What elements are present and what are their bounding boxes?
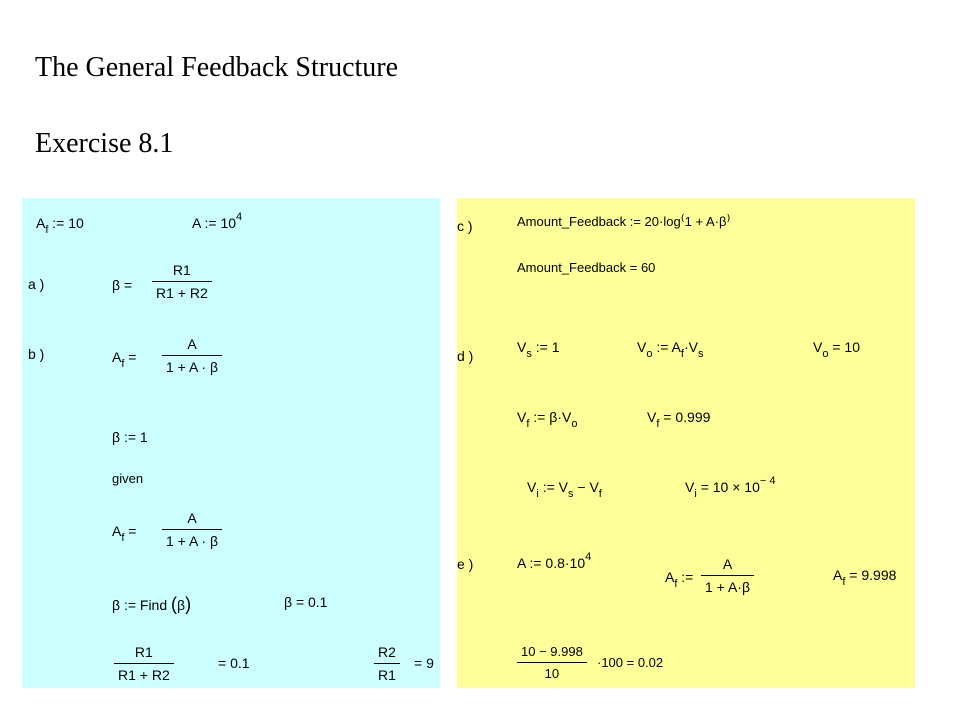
- a-definition: A := $10^4$: [192, 211, 243, 231]
- slide-title: The General Feedback Structure: [35, 52, 399, 83]
- part-c-label: c ): [457, 218, 473, 234]
- vs-definition: $V_s$ := 1: [517, 339, 560, 360]
- given-keyword: given: [112, 471, 144, 486]
- vf-definition: $V_f$ := $\beta\cdot V_o$: [517, 409, 578, 430]
- slide-subtitle: Exercise 8.1: [35, 128, 174, 159]
- part-b-label: b ): [28, 346, 45, 362]
- vo-result: $V_o = 10$: [813, 339, 860, 360]
- af-new-fraction: $\frac{A}{1 + A\cdot\beta}$: [701, 556, 754, 595]
- vf-result: $V_f = 0.999$: [647, 409, 711, 430]
- beta-guess: β := 1: [112, 429, 148, 445]
- af-new-definition: $A_f$ :=: [665, 569, 694, 590]
- af-equation: $A_f$ =: [112, 349, 137, 370]
- given-fraction: $\frac{A}{1 + A \cdot \beta}$: [162, 510, 222, 549]
- amount-feedback-result: Amount_Feedback = 60: [517, 260, 656, 275]
- left-worksheet-panel: [22, 198, 440, 688]
- a-redefinition: A := $0.8\cdot 10^4$: [517, 551, 592, 571]
- right-worksheet-panel: [457, 198, 915, 688]
- r2-ratio-result: = 9: [414, 655, 434, 671]
- af-fraction: $\frac{A}{1 + A \cdot \beta}$: [162, 336, 222, 375]
- percent-change-fraction: $\frac{10 - 9.998}{10}$: [517, 644, 587, 681]
- beta-fraction: $\frac{R1}{R1 + R2}$: [152, 262, 212, 301]
- r1-ratio-fraction: $\frac{R1}{R1 + R2}$: [114, 644, 174, 683]
- part-e-label: e ): [457, 556, 474, 572]
- r2-ratio-fraction: $\frac{R2}{R1}$: [374, 644, 400, 683]
- af-new-result: $A_f = 9.998$: [833, 567, 897, 588]
- beta-result: β = 0.1: [284, 594, 328, 610]
- vo-definition: $V_o$ := $A_f\cdot V_s$: [637, 339, 704, 360]
- vi-definition: $V_i$ := $V_s - V_f$: [527, 479, 602, 500]
- vi-result: $V_i = 10 \times 10^{- 4}$: [685, 475, 776, 500]
- af-definition: $A_f$ := 10: [36, 215, 84, 236]
- part-d-label: d ): [457, 348, 474, 364]
- beta-equation: β =: [112, 277, 133, 293]
- find-statement: β := Find (β): [112, 594, 192, 614]
- amount-feedback-definition: Amount_Feedback := 20·log⁽1 + A·β⁾: [517, 213, 731, 230]
- part-a-label: a ): [28, 276, 45, 292]
- r1-ratio-result: = 0.1: [218, 655, 250, 671]
- percent-change-result: ·100 = 0.02: [597, 655, 664, 670]
- given-equation: $A_f$ =: [112, 523, 137, 544]
